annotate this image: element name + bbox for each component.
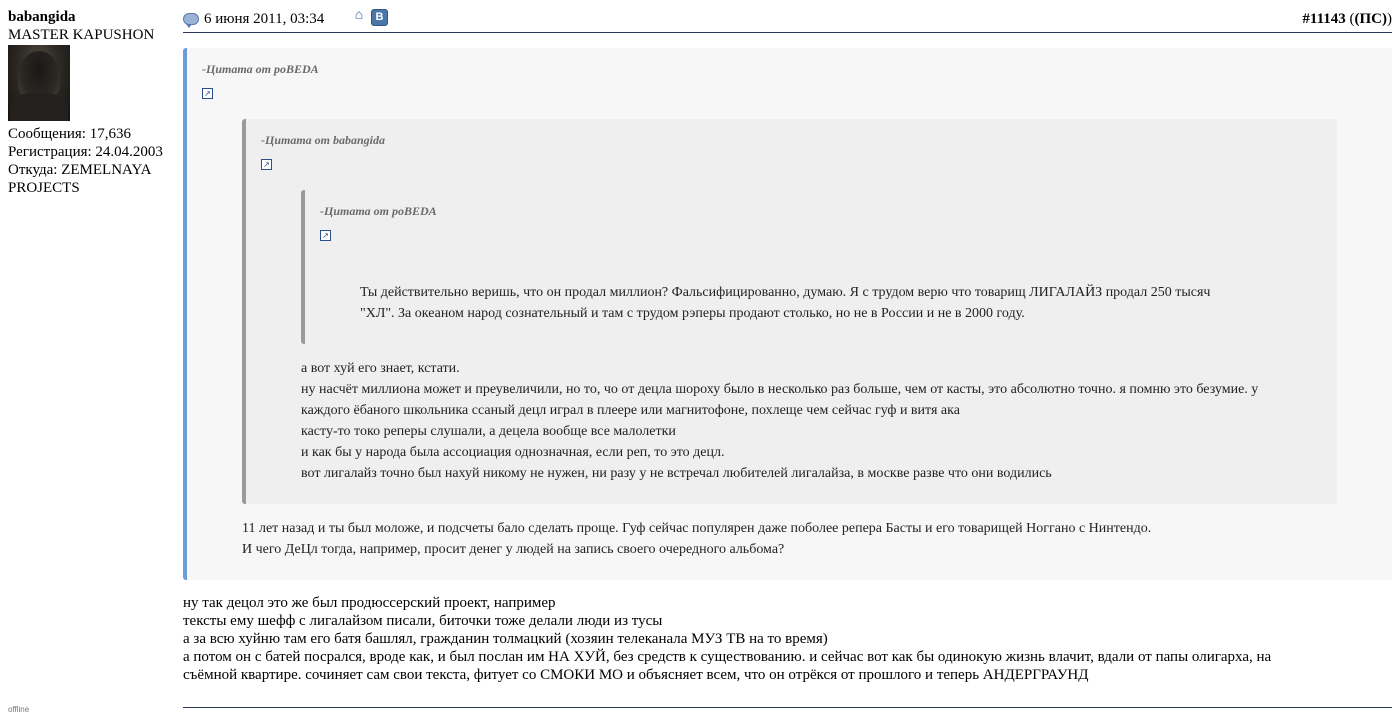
quote-middle-text [301, 358, 1258, 484]
quote-inner-line: Ты действительно веришь, что он продал миллион? Фальсифицированно, думаю. Я с трудом верю что товарищ ЛИГАЛАЙЗ продал 250 тысяч [360, 285, 1211, 300]
quote-middle-header: -Цитата от babangida [261, 133, 386, 147]
quote-middle-line: касту-то токо реперы слушали, а децела вообще все малолетки [301, 424, 676, 439]
reply-line: а потом он с батей посрался, вроде как, и был послан им НА ХУЙ, без средств к существованию. и сейчас вот как бы одинокую жизнь влачит, вдали от папы олигарха, на [183, 649, 1272, 665]
user-location-line2: PROJECTS [8, 180, 80, 196]
user-location-line1: Откуда: ZEMELNAYA [8, 162, 152, 178]
reply-line: а за всю хуйню там его батя башлял, гражданин толмацкий (хозяин телеканала МУЗ ТВ на то время) [183, 631, 828, 647]
reply-line: съёмной квартире. сочиняет сам свои текста, фитует со СМОКИ МО и объясняет всем, что он отрёкся от прошлого и теперь АНДЕРГРАУНД [183, 667, 1089, 683]
reply-line: тексты ему шефф с лигалайзом писали, биточки тоже делали люди из тусы [183, 613, 663, 629]
home-icon[interactable]: ⌂ [354, 8, 364, 23]
user-registration: Регистрация: 24.04.2003 [8, 144, 163, 160]
reply-line: ну так децол это же был продюссерский проект, например [183, 595, 556, 611]
post-date: 6 июня 2011, 03:34 [204, 11, 325, 27]
user-messages-count: Сообщения: 17,636 [8, 126, 131, 142]
post-bubble-icon [183, 13, 199, 25]
post-tag: ((ПС)) [1349, 11, 1392, 27]
quote-middle-line: ну насчёт миллиона может и преувеличили, но то, чо от децла шороху было в несколько раз больше, чем от касты, это абсолютно точно. я помню это безумие. у [301, 382, 1259, 397]
quote-inner-line: "ХЛ". За океаном народ сознательный и там с трудом рэперы продают столько, но не в России и не в 2000 году. [360, 306, 1025, 321]
quote-inner-header: -Цитата от poBEDA [320, 204, 437, 218]
avatar-body-shape [10, 93, 68, 121]
quote-inner-text [360, 282, 1210, 324]
quote-outer-header: -Цитата от poBEDA [202, 62, 319, 76]
user-info-panel [8, 8, 178, 197]
quote-outer-text [242, 518, 1151, 560]
post-bottom-divider [183, 707, 1392, 708]
user-status: offline [8, 705, 30, 714]
quote-inner-link-icon[interactable]: ↗ [320, 230, 331, 241]
quote-middle-line: каждого ёбаного школьника ссаный децл играл в плеере или магнитофоне, похлеще чем сейчас гуф и витя ака [301, 403, 960, 418]
avatar[interactable] [8, 45, 70, 121]
quote-outer-link-icon[interactable]: ↗ [202, 88, 213, 99]
post-reply-text [183, 594, 1392, 684]
post-number-link[interactable]: #11143 [1302, 11, 1346, 27]
post-header [183, 8, 1392, 33]
quote-outer-line: И чего ДеЦл тогда, например, просит денег у людей на запись своего очередного альбома? [242, 542, 785, 557]
post-tag-link[interactable]: (ПС) [1354, 11, 1387, 27]
quote-middle-link-icon[interactable]: ↗ [261, 159, 272, 170]
vk-share-icon[interactable]: В [371, 9, 388, 26]
quote-middle-line: а вот хуй его знает, кстати. [301, 361, 460, 376]
quote-middle-line: и как бы у народа была ассоциация однозначная, если реп, то это децл. [301, 445, 725, 460]
user-title: MASTER KAPUSHON [8, 27, 155, 43]
username-link[interactable]: babangida [8, 9, 76, 25]
quote-middle-line: вот лигалайз точно был нахуй никому не нужен, ни разу у не встречал любителей лигалайза, в москве разве что они водились [301, 466, 1052, 481]
quote-outer-line: 11 лет назад и ты был моложе, и подсчеты бало сделать проще. Гуф сейчас популярен даже поболее репера Басты и его товарищей Ноггано с Нинтендо. [242, 521, 1152, 536]
